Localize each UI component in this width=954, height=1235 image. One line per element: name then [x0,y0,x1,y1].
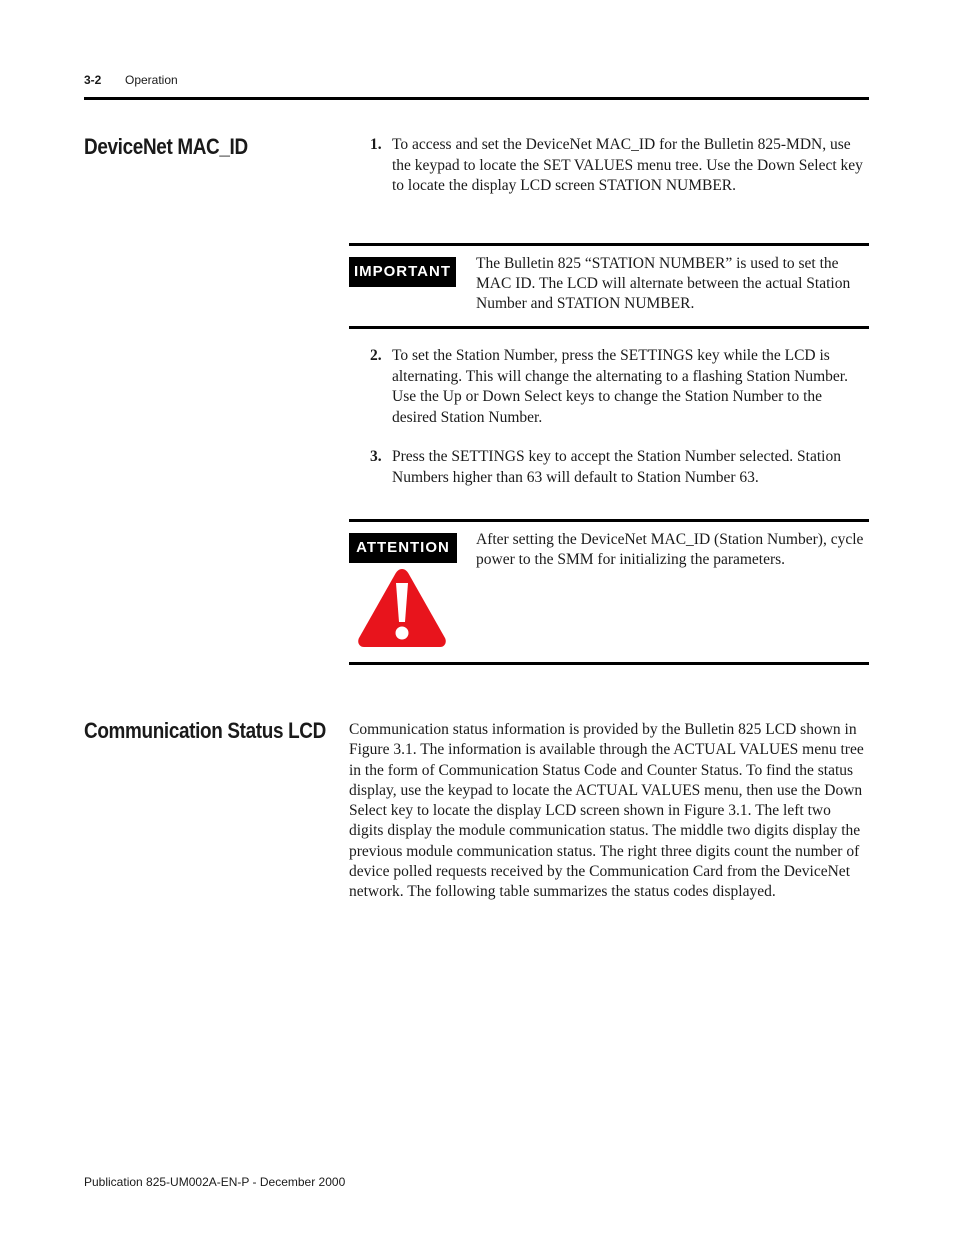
heading-communication-status-lcd: Communication Status LCD [84,718,326,743]
section-name: Operation [125,73,178,87]
important-text: The Bulletin 825 “STATION NUMBER” is used to set the MAC ID. The LCD will alternate between the actual Station Number and STATION NUMBER. [476,255,851,312]
step-text: To access and set the DeviceNet MAC_ID for the Bulletin 825-MDN, use the keypad to locate the SET VALUES menu tree. Use the Down Select key to locate the display LCD screen STATION NUMBER. [392,136,863,194]
attention-bottom-rule [349,662,869,665]
important-label: IMPORTANT [349,257,456,287]
step-text: To set the Station Number, press the SETTINGS key while the LCD is alternating. This will change the alternating to a flashing Station Number. Use the Up or Down Select keys to change the Station Number to the desired Station Number. [392,347,848,426]
header-rule [84,97,869,100]
communication-status-paragraph: Communication status information is provided by the Bulletin 825 LCD shown in Figure 3.1. The information is available through the ACTUAL VALUES menu tree in the form of Communication Status Code and Counter Status. To find the status display, use the keypad to locate the ACTUAL VALUES menu, then use the Down Select key to locate the display LCD screen shown in Figure 3.1. The left two digits display the module communication status. The middle two digits display the previous module communication status. The right three digits count the number of device polled requests received by the Communication Card from the DeviceNet network. The following table summarizes the status codes displayed. [349,721,864,901]
step-number: 1. [370,136,382,153]
page-number: 3-2 [84,73,102,87]
step-number: 3. [370,448,382,465]
footer-publication: Publication 825-UM002A-EN-P - December 2000 [84,1175,346,1189]
important-bottom-rule [349,326,869,329]
step-1 [370,135,865,197]
step-2 [370,346,865,428]
step-number: 2. [370,347,382,364]
step-text: Press the SETTINGS key to accept the Station Number selected. Station Numbers higher than 63 will default to Station Number 63. [392,448,841,486]
important-top-rule [349,243,869,246]
step-3 [370,447,865,488]
attention-label: ATTENTION [349,533,457,563]
attention-text: After setting the DeviceNet MAC_ID (Station Number), cycle power to the SMM for initializing the parameters. [476,531,864,568]
warning-triangle-icon [356,566,448,650]
attention-top-rule [349,519,869,522]
heading-devicenet-mac-id: DeviceNet MAC_ID [84,134,248,159]
